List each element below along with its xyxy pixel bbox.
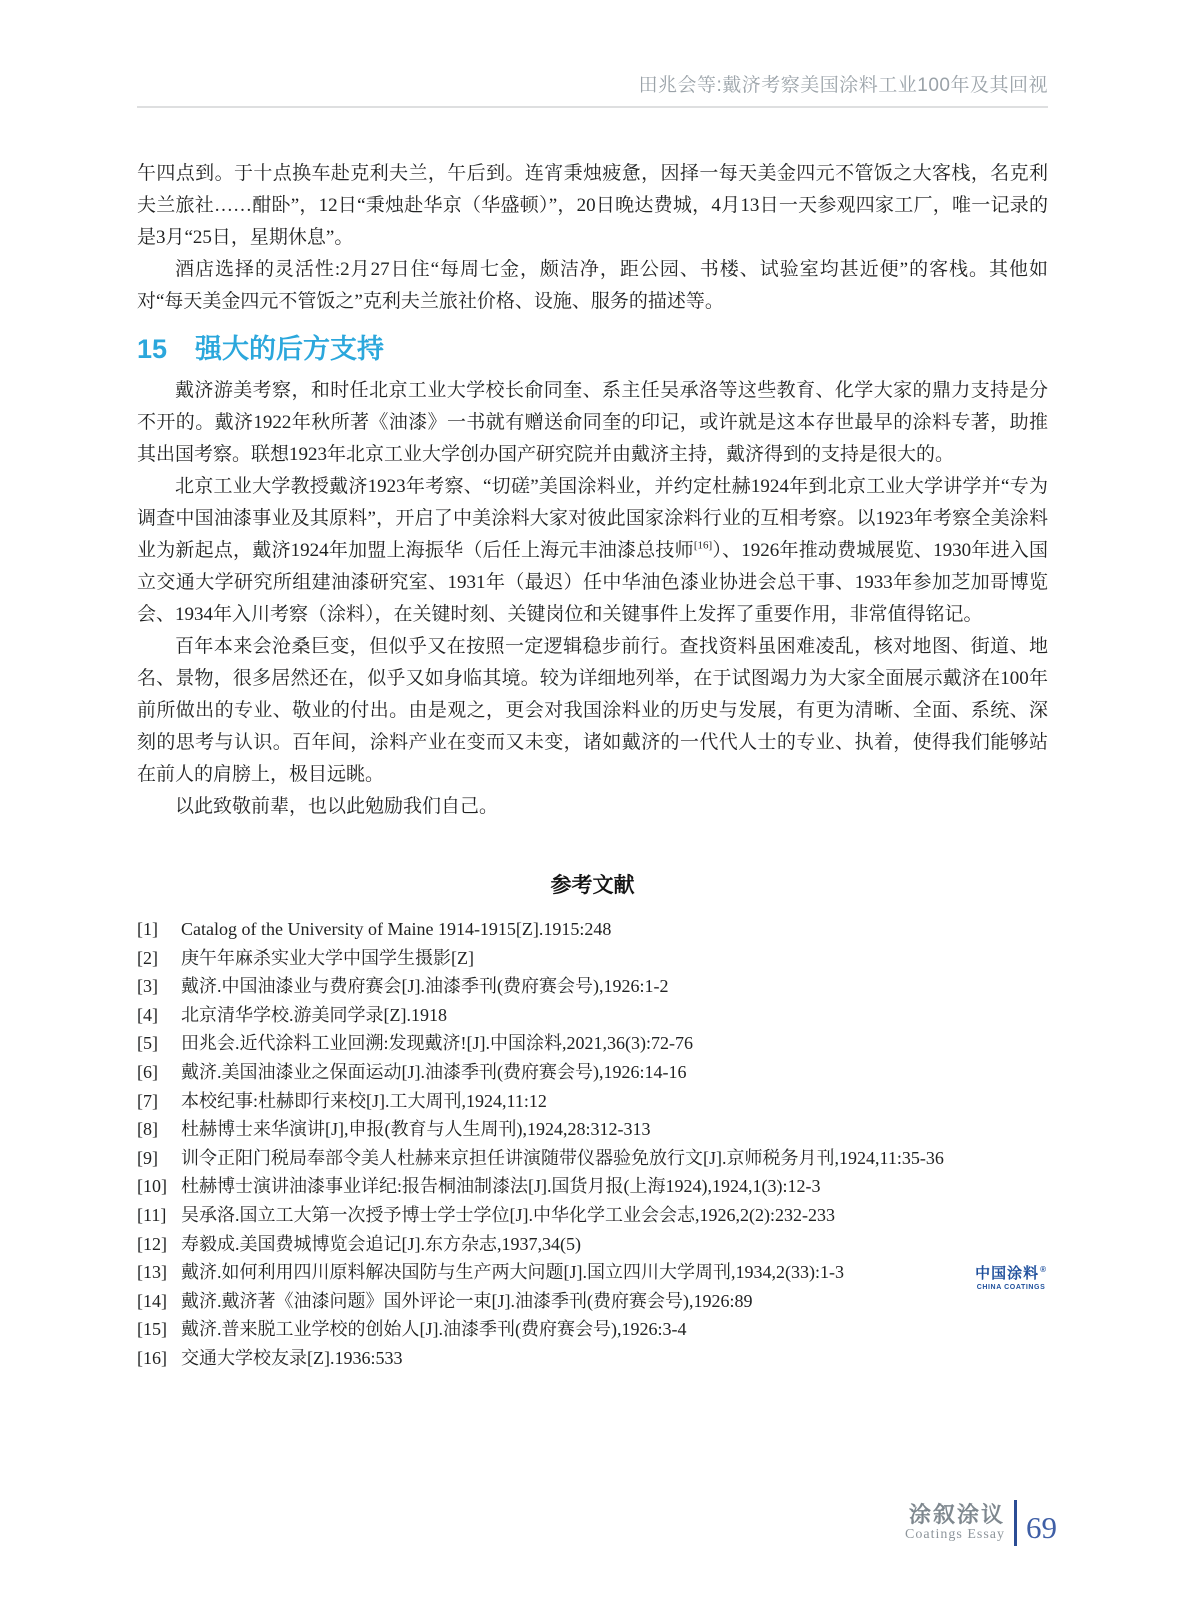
reference-text: 戴济.美国油漆业之保面运动[J].油漆季刊(费府赛会号),1926:14-16 (181, 1061, 687, 1082)
reference-item (137, 1144, 1048, 1173)
reference-number: [16] (137, 1347, 167, 1368)
reference-number: [15] (137, 1319, 167, 1340)
reference-item (137, 944, 1048, 973)
article-content (137, 158, 1048, 1373)
running-header: 田兆会等:戴济考察美国涂料工业100年及其回视 (638, 75, 1048, 96)
body-paragraph: 以此致敬前辈，也以此勉励我们自己。 (175, 796, 499, 817)
reference-text: 戴济.普来脱工业学校的创始人[J].油漆季刊(费府赛会号),1926:3-4 (181, 1319, 687, 1340)
reference-item (137, 1344, 1048, 1373)
reference-text: 吴承洛.国立工大第一次授予博士学士学位[J].中华化学工业会会志,1926,2(2):232-233 (181, 1204, 835, 1225)
footer-section-chinese: 涂叙涂议 (908, 1502, 1005, 1527)
reference-text: 杜赫博士演讲油漆事业详纪:报告桐油制漆法[J].国货月报(上海1924),1924,1(3):12-3 (181, 1176, 821, 1197)
references-heading: 参考文献 (550, 874, 635, 897)
logo-english-name: CHINA COATINGS (976, 1284, 1046, 1291)
reference-number: [4] (137, 1004, 158, 1025)
reference-text: 杜赫博士来华演讲[J],申报(教育与人生周刊),1924,28:312-313 (181, 1119, 651, 1140)
reference-item (137, 1201, 1048, 1230)
reference-item (137, 1230, 1048, 1259)
reference-text: 戴济.戴济著《油漆问题》国外评论一束[J].油漆季刊(费府赛会号),1926:89 (181, 1290, 753, 1311)
reference-text: 庚午年麻杀实业大学中国学生摄影[Z] (181, 947, 474, 968)
reference-number: [6] (137, 1061, 158, 1082)
reference-item (137, 1058, 1048, 1087)
reference-number: [2] (137, 947, 158, 968)
reference-item (137, 972, 1048, 1001)
reference-item (137, 1287, 1048, 1316)
reference-text: 田兆会.近代涂料工业回溯:发现戴济![J].中国涂料,2021,36(3):72-76 (181, 1033, 693, 1054)
reference-text: 本校纪事:杜赫即行来校[J].工大周刊,1924,11:12 (181, 1090, 547, 1111)
reference-text: 北京清华学校.游美同学录[Z].1918 (181, 1004, 447, 1025)
reference-item (137, 915, 1048, 944)
footer-divider (1014, 1500, 1017, 1546)
reference-item (137, 1172, 1048, 1201)
section-number: 15 (137, 334, 168, 364)
body-paragraph: 戴济游美考察，和时任北京工业大学校长俞同奎、系主任吴承洛等这些教育、化学大家的鼎力支持是分不开的。戴济1922年秋所著《油漆》一书就有赠送俞同奎的印记，或许就是这本存世最早的涂料专著，助推其出国考察。联想1923年北京工业大学创办国产研究院并由戴济主持，戴济得到的支持是很大的。 (137, 380, 1048, 465)
reference-text: 训令正阳门税局奉部令美人杜赫来京担任讲演随带仪器验免放行文[J].京师税务月刊,1924,11:35-36 (181, 1147, 944, 1168)
brand-logo (975, 1262, 1047, 1291)
reference-number: [11] (137, 1204, 167, 1225)
page-number: 69 (1026, 1510, 1057, 1545)
reference-number: [14] (137, 1290, 167, 1311)
citation-superscript: [16] (693, 539, 713, 552)
page-footer (905, 1500, 1057, 1546)
trademark-mark: ® (1040, 1265, 1047, 1274)
reference-item (137, 1258, 1048, 1287)
reference-number: [12] (137, 1233, 167, 1254)
reference-text: 戴济.如何利用四川原料解决国防与生产两大问题[J].国立四川大学周刊,1934,2(33):1-3 (181, 1262, 844, 1283)
reference-number: [9] (137, 1147, 158, 1168)
reference-number: [5] (137, 1033, 158, 1054)
references-section (137, 869, 1048, 1373)
reference-item (137, 1001, 1048, 1030)
reference-number: [10] (137, 1176, 167, 1197)
body-paragraph: 酒店选择的灵活性:2月27日住“每周七金，颇洁净，距公园、书楼、试验室均甚近便”的客栈。其他如对“每天美金四元不管饭之”克利夫兰旅社价格、设施、服务的描述等。 (137, 259, 1048, 312)
body-paragraph: 午四点到。于十点换车赴克利夫兰，午后到。连宵秉烛疲惫，因择一每天美金四元不管饭之大客栈，名克利夫兰旅社……酣卧”，12日“秉烛赴华京（华盛顿）”，20日晚达费城，4月13日一天参观四家工厂，唯一记录的是3月“25日，星期休息”。 (137, 163, 1048, 248)
body-paragraph: 百年本来会沧桑巨变，但似乎又在按照一定逻辑稳步前行。查找资料虽困难凌乱，核对地图、街道、地名、景物，很多居然还在，似乎又如身临其境。较为详细地列举，在于试图竭力为大家全面展示戴济在100年前所做出的专业、敬业的付出。由是观之，更会对我国涂料业的历史与发展，有更为清晰、全面、系统、深刻的思考与认识。百年间，涂料产业在变而又未变，诸如戴济的一代代人士的专业、执着，使得我们能够站在前人的肩膀上，极目远眺。 (137, 636, 1048, 785)
reference-item (137, 1087, 1048, 1116)
reference-text: 寿毅成.美国费城博览会追记[J].东方杂志,1937,34(5) (181, 1233, 581, 1254)
section-heading (137, 332, 1048, 366)
logo-chinese-name (975, 1262, 1047, 1282)
reference-text: 交通大学校友录[Z].1936:533 (181, 1347, 403, 1368)
lead-paragraphs (137, 158, 1048, 318)
reference-item (137, 1315, 1048, 1344)
footer-section-labels (905, 1503, 1005, 1543)
reference-number: [3] (137, 976, 158, 997)
references-list (137, 915, 1048, 1373)
reference-text: 戴济.中国油漆业与费府赛会[J].油漆季刊(费府赛会号),1926:1-2 (181, 976, 669, 997)
reference-number: [1] (137, 919, 158, 939)
reference-number: [7] (137, 1090, 158, 1111)
body-paragraph: 北京工业大学教授戴济1923年考察、“切磋”美国涂料业，并约定杜赫1924年到北京工业大学讲学并“专为调查中国油漆事业及其原料”，开启了中美涂料大家对彼此国家涂料行业的互相考察。以1923年考察全美涂料业为新起点，戴济1924年加盟上海振华（后任上海元丰油漆总技师[16]）、1926年推动费城展览、1930年进入国立交通大学研究所组建油漆研究室、1931年（最迟）任中华油色漆业协进会总干事、1933年参加芝加哥博览会、1934年入川考察（涂料），在关键时刻、关键岗位和关键事件上发挥了重要作用，非常值得铭记。 (137, 476, 1048, 625)
section-title: 强大的后方支持 (195, 334, 385, 364)
section-paragraphs (137, 375, 1048, 823)
header-rule (137, 106, 1048, 108)
reference-text: Catalog of the University of Maine 1914-1915[Z].1915:248 (181, 919, 612, 939)
footer-section-english: Coatings Essay (905, 1527, 1005, 1542)
reference-number: [13] (137, 1262, 167, 1283)
reference-number: [8] (137, 1119, 158, 1140)
reference-item (137, 1029, 1048, 1058)
reference-item (137, 1115, 1048, 1144)
logo-cn-text: 中国涂料 (975, 1265, 1040, 1282)
